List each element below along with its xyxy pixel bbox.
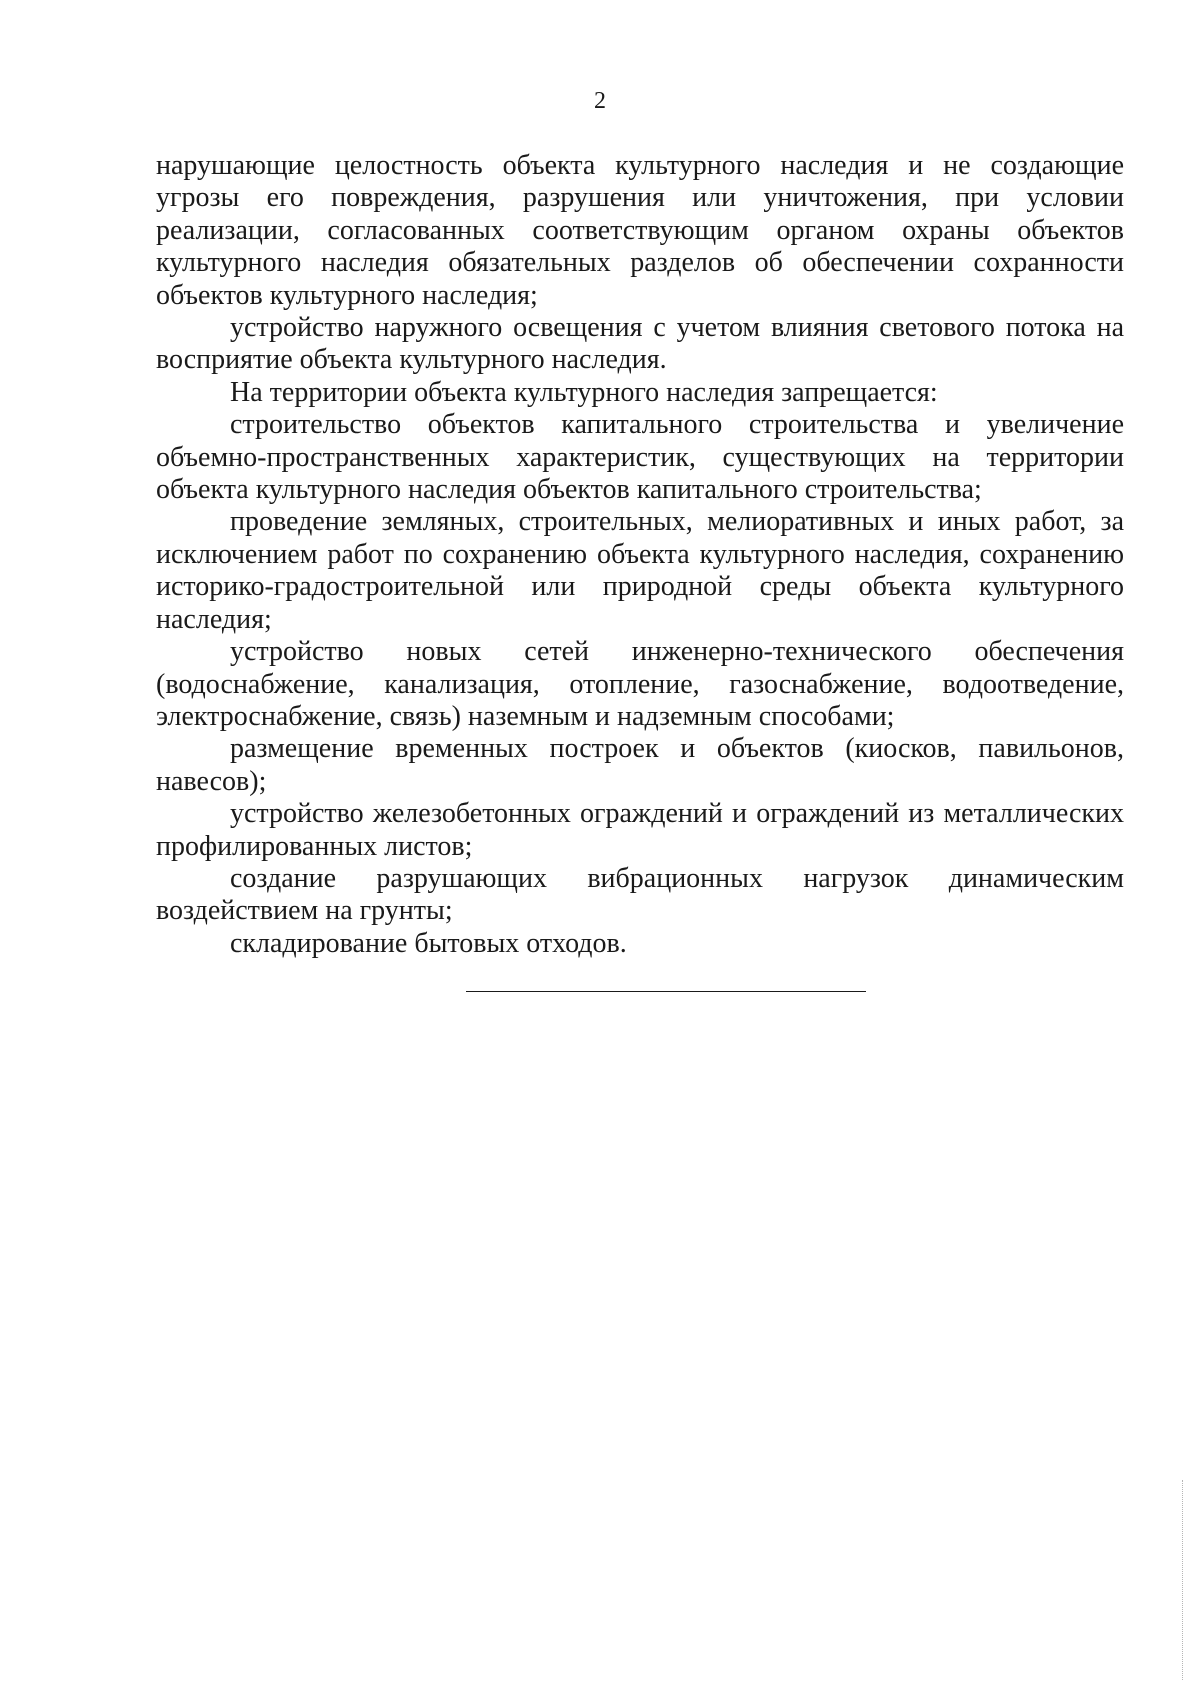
paragraph-earthworks: проведение земляных, строительных, мелиоративных и иных работ, за исключением работ по сохранению объекта культурного наследия, сохранению историко-градостроительной или природной среды объекта культурного наследия; [156, 506, 1124, 635]
paragraph-vibration-loads: создание разрушающих вибрационных нагрузок динамическим воздействием на грунты; [156, 862, 1124, 927]
paragraph-outdoor-lighting: устройство наружного освещения с учетом влияния светового потока на восприятие объекта культурного наследия. [156, 312, 1124, 376]
scan-edge-mark [1182, 1480, 1183, 1680]
paragraph-fences: устройство железобетонных ограждений и ограждений из металлических профилированных листов; [156, 798, 1124, 862]
paragraph-capital-construction: строительство объектов капитального строительства и увеличение объемно-пространственных характеристик, существующих на территории объекта культурного наследия объектов капитального строительства; [156, 409, 1124, 506]
end-of-text-rule [466, 991, 866, 992]
paragraph-continuation: нарушающие целостность объекта культурного наследия и не создающие угрозы его повреждения, разрушения или уничтожения, при условии реализации, согласованных соответствующим органом охраны объектов культурного наследия обязательных разделов об обеспечении сохранности объектов культурного наследия; [156, 150, 1124, 311]
document-body [156, 150, 1124, 960]
page-number: 2 [594, 88, 606, 114]
paragraph-temporary-buildings: размещение временных построек и объектов (киосков, павильонов, навесов); [156, 733, 1124, 797]
paragraph-engineering-networks: устройство новых сетей инженерно-технического обеспечения (водоснабжение, канализация, отопление, газоснабжение, водоотведение, электроснабжение, связь) наземным и надземным способами; [156, 636, 1124, 732]
paragraph-waste-storage: складирование бытовых отходов. [230, 927, 627, 959]
paragraph-prohibitions-heading: На территории объекта культурного наследия запрещается: [230, 376, 938, 408]
